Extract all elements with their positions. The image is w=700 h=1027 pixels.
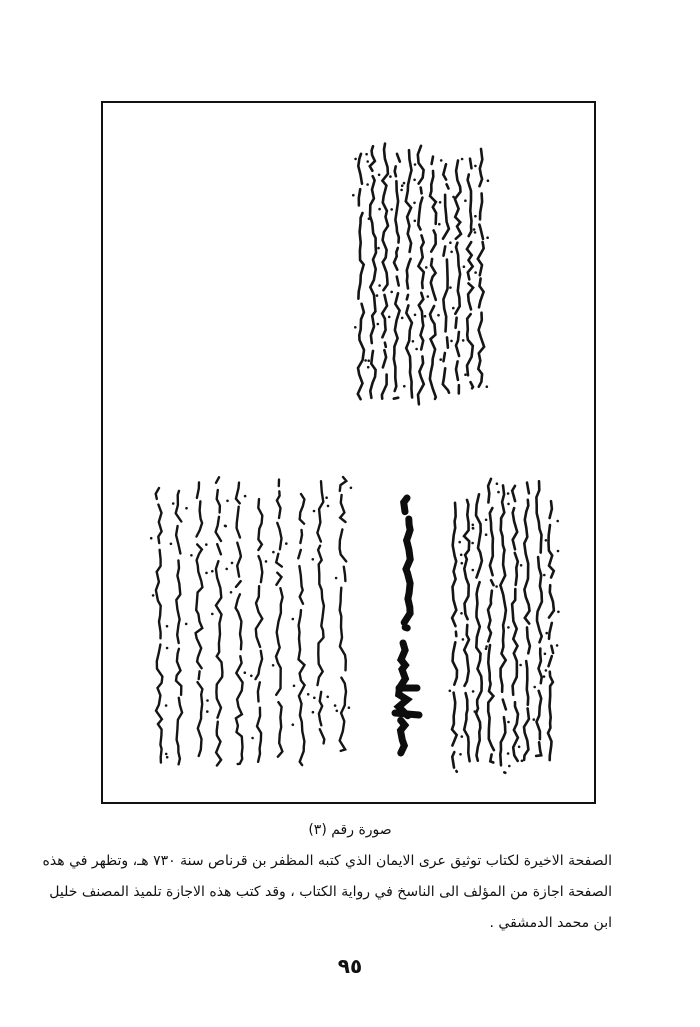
handwriting-dot	[427, 295, 430, 298]
handwriting-stroke	[404, 498, 411, 628]
handwriting-dot	[449, 286, 452, 289]
handwriting-dot	[414, 314, 417, 317]
handwriting-dot	[152, 594, 155, 597]
handwriting-stroke	[464, 500, 470, 761]
handwriting-dot	[205, 572, 208, 575]
handwriting-dot	[471, 542, 474, 545]
handwriting-dot	[354, 158, 357, 161]
handwriting-dot	[378, 284, 381, 287]
handwriting-dot	[425, 266, 428, 269]
handwriting-dot	[377, 323, 380, 326]
handwriting-dot	[464, 373, 467, 376]
handwriting-dot	[390, 208, 393, 211]
handwriting-dot	[496, 482, 499, 485]
handwriting-dot	[312, 558, 315, 561]
handwriting-dot	[460, 554, 463, 557]
handwriting-dot	[486, 236, 489, 239]
handwriting-dot	[250, 675, 253, 678]
handwriting-stroke	[536, 481, 542, 756]
manuscript-text-lower-right	[449, 479, 560, 773]
handwriting-dot	[366, 160, 369, 163]
handwriting-dot	[487, 179, 490, 182]
handwriting-stroke	[317, 481, 324, 743]
handwriting-stroke	[176, 491, 182, 764]
handwriting-dot	[272, 664, 275, 667]
handwriting-dot	[185, 507, 188, 510]
handwriting-dot	[507, 721, 510, 724]
handwriting-dot	[533, 718, 536, 721]
handwriting-dot	[367, 359, 370, 362]
handwriting-dot	[438, 223, 441, 226]
handwriting-stroke	[478, 149, 484, 392]
handwriting-stroke	[512, 486, 518, 761]
handwriting-stroke	[548, 501, 554, 760]
handwriting-dot	[474, 231, 477, 234]
handwriting-stroke	[236, 483, 243, 764]
manuscript-text-lower-left	[150, 477, 352, 766]
handwriting-dot	[472, 527, 475, 530]
caption-line: ابن محمد الدمشقي .	[489, 915, 612, 931]
manuscript-text-upper	[352, 144, 489, 408]
caption-line: الصفحة اجازة من المؤلف الى الناسخ في رواية الكتاب ، وقد كتب هذه الاجازة تلميذ المصنف خليل	[49, 884, 612, 900]
handwriting-stroke	[399, 643, 408, 753]
handwriting-dot	[533, 686, 536, 689]
handwriting-dot	[401, 317, 404, 320]
handwriting-dot	[313, 510, 316, 513]
handwriting-dot	[507, 492, 510, 495]
handwriting-dot	[474, 271, 477, 274]
handwriting-dot	[190, 554, 193, 557]
handwriting-dot	[326, 696, 329, 699]
handwriting-dot	[292, 618, 295, 621]
handwriting-dot	[224, 525, 227, 528]
handwriting-dot	[378, 174, 381, 177]
handwriting-stroke	[452, 503, 457, 772]
handwriting-dot	[206, 699, 209, 702]
handwriting-dot	[292, 723, 295, 726]
handwriting-dot	[557, 611, 560, 614]
handwriting-dot	[473, 228, 476, 231]
handwriting-stroke	[476, 494, 482, 760]
handwriting-dot	[293, 685, 296, 688]
handwriting-stroke	[156, 488, 163, 766]
manuscript-image	[103, 103, 594, 802]
handwriting-dot	[364, 359, 367, 362]
handwriting-dot	[412, 340, 415, 343]
handwriting-stroke	[394, 154, 400, 403]
handwriting-dot	[230, 591, 233, 594]
handwriting-dot	[543, 675, 546, 678]
handwriting-dot	[474, 215, 477, 218]
handwriting-stroke	[256, 499, 263, 766]
handwriting-dot	[545, 669, 548, 672]
handwriting-dot	[244, 495, 247, 498]
handwriting-dot	[414, 163, 417, 166]
handwriting-dot	[365, 153, 368, 156]
handwriting-dot	[211, 613, 214, 616]
handwriting-dot	[170, 543, 173, 546]
handwriting-dot	[495, 585, 498, 588]
handwriting-dot	[544, 653, 547, 656]
handwriting-dot	[472, 524, 475, 527]
handwriting-dot	[472, 690, 475, 693]
figure-caption	[42, 846, 612, 939]
handwriting-dot	[439, 201, 442, 204]
handwriting-stroke	[276, 480, 283, 757]
handwriting-dot	[166, 647, 169, 650]
handwriting-dot	[265, 560, 268, 563]
handwriting-dot	[508, 765, 511, 768]
handwriting-dot	[313, 697, 316, 700]
handwriting-dot	[307, 693, 310, 696]
manuscript-plate	[101, 101, 596, 804]
handwriting-dot	[312, 711, 315, 714]
handwriting-dot	[450, 340, 453, 343]
handwriting-dot	[545, 632, 548, 635]
handwriting-stroke	[370, 146, 376, 398]
caption-line: الصفحة الاخيرة لكتاب توثيق عرى الايمان الذي كتبه المظفر بن قرناص سنة ٧٣٠ هـ، وتظهر في هذه	[42, 853, 612, 869]
handwriting-dot	[401, 184, 404, 187]
handwriting-stroke	[406, 150, 412, 401]
handwriting-dot	[166, 756, 169, 759]
handwriting-dot	[206, 710, 209, 713]
handwriting-dot	[325, 496, 328, 499]
handwriting-dot	[413, 202, 416, 205]
handwriting-dot	[520, 564, 523, 567]
handwriting-stroke	[524, 483, 530, 764]
handwriting-dot	[403, 182, 406, 185]
handwriting-dot	[556, 520, 559, 523]
handwriting-dot	[463, 265, 466, 268]
handwriting-dot	[352, 194, 355, 197]
handwriting-stroke	[455, 161, 461, 394]
handwriting-dot	[486, 385, 489, 388]
handwriting-dot	[439, 358, 442, 361]
handwriting-dot	[557, 550, 560, 553]
handwriting-dot	[376, 294, 379, 297]
handwriting-dot	[458, 541, 461, 544]
handwriting-stroke	[382, 144, 388, 399]
handwriting-dot	[449, 690, 452, 693]
handwriting-dot	[335, 577, 338, 580]
handwriting-dot	[272, 551, 275, 554]
handwriting-dot	[354, 326, 357, 329]
handwriting-dot	[244, 671, 247, 674]
handwriting-dot	[449, 241, 452, 244]
handwriting-dot	[545, 539, 548, 542]
handwriting-stroke	[418, 146, 424, 404]
handwriting-dot	[390, 291, 393, 294]
handwriting-dot	[437, 314, 440, 317]
handwriting-dot	[424, 315, 427, 318]
handwriting-dot	[334, 704, 337, 707]
handwriting-dot	[462, 638, 465, 641]
handwriting-dot	[400, 189, 403, 192]
handwriting-dot	[507, 752, 510, 755]
handwriting-dot	[377, 247, 380, 250]
handwriting-dot	[378, 208, 381, 211]
handwriting-dot	[172, 502, 175, 505]
handwriting-dot	[474, 165, 477, 168]
handwriting-stroke	[467, 159, 473, 389]
handwriting-stroke	[488, 479, 494, 763]
handwriting-dot	[464, 199, 467, 202]
handwriting-dot	[251, 737, 254, 740]
handwriting-stroke	[443, 164, 449, 398]
handwriting-dot	[461, 158, 464, 161]
handwriting-dot	[497, 491, 500, 494]
handwriting-dot	[285, 542, 288, 545]
handwriting-dot	[507, 503, 510, 506]
handwriting-dot	[150, 537, 153, 540]
handwriting-dot	[519, 664, 522, 667]
handwriting-dot	[485, 645, 488, 648]
handwriting-dot	[348, 706, 351, 709]
handwriting-dot	[366, 183, 369, 186]
handwriting-stroke	[298, 494, 304, 765]
handwriting-dot	[389, 175, 392, 178]
handwriting-dot	[185, 623, 188, 626]
handwriting-dot	[485, 533, 488, 536]
handwriting-dot	[388, 316, 391, 319]
handwriting-dot	[205, 543, 208, 546]
handwriting-dot	[403, 385, 406, 388]
handwriting-dot	[350, 487, 353, 490]
handwriting-dot	[367, 366, 370, 369]
handwriting-dot	[211, 570, 214, 573]
handwriting-dot	[336, 710, 339, 713]
handwriting-stroke	[500, 485, 506, 772]
handwriting-dot	[485, 647, 488, 650]
handwriting-dot	[165, 704, 168, 707]
handwriting-dot	[166, 625, 169, 628]
handwriting-stroke	[340, 477, 347, 751]
handwriting-dot	[452, 307, 455, 310]
handwriting-dot	[461, 562, 464, 565]
handwriting-dot	[462, 339, 465, 342]
handwriting-stroke	[216, 477, 223, 765]
handwriting-dot	[518, 746, 521, 749]
handwriting-dot	[450, 251, 453, 254]
handwriting-dot	[165, 753, 168, 756]
handwriting-dot	[413, 179, 416, 182]
manuscript-heading	[395, 498, 419, 753]
handwriting-dot	[485, 519, 488, 522]
handwriting-dot	[226, 500, 229, 503]
handwriting-dot	[440, 159, 443, 162]
handwriting-dot	[507, 626, 510, 629]
handwriting-dot	[327, 505, 330, 508]
handwriting-stroke	[358, 154, 364, 407]
handwriting-stroke	[430, 157, 436, 399]
page-number: ٩٥	[337, 954, 363, 978]
handwriting-dot	[460, 612, 463, 615]
handwriting-dot	[459, 753, 462, 756]
handwriting-dot	[461, 735, 464, 738]
handwriting-dot	[415, 348, 418, 351]
handwriting-dot	[231, 562, 234, 565]
handwriting-stroke	[196, 482, 203, 761]
handwriting-dot	[472, 569, 475, 572]
handwriting-dot	[414, 220, 417, 223]
figure-caption-title: صورة رقم (٣)	[308, 822, 392, 838]
handwriting-dot	[543, 574, 546, 577]
handwriting-dot	[556, 644, 559, 647]
handwriting-dot	[225, 568, 228, 571]
